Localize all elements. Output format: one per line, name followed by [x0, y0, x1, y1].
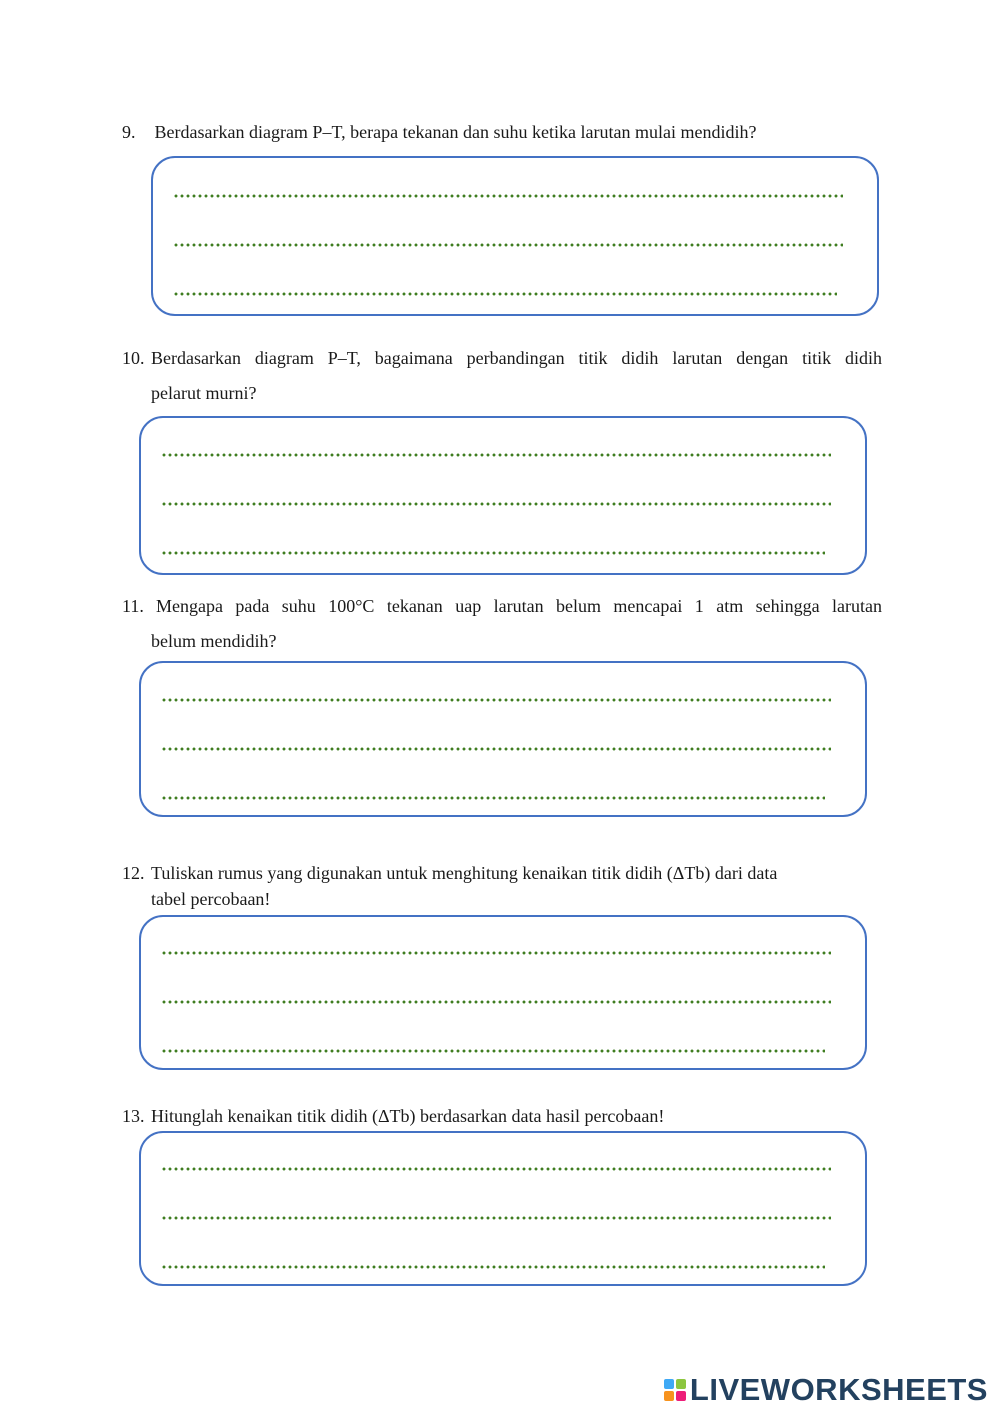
answer-line[interactable]	[161, 746, 831, 752]
answer-line[interactable]	[161, 550, 825, 556]
question-11	[122, 589, 882, 659]
answer-line[interactable]	[161, 1048, 825, 1054]
answer-line[interactable]	[161, 1215, 831, 1221]
answer-line[interactable]	[161, 1166, 831, 1172]
answer-line[interactable]	[161, 795, 825, 801]
answer-box-9[interactable]	[151, 156, 879, 316]
question-number: 10.	[122, 348, 145, 368]
logo-mark-icon	[664, 1379, 686, 1401]
question-text: Berdasarkan diagram P–T, berapa tekanan dan suhu ketika larutan mulai mendidih?	[154, 122, 757, 142]
question-text-continued: tabel percobaan!	[151, 889, 271, 910]
question-12	[122, 860, 882, 912]
question-text-continued: belum mendidih?	[151, 631, 277, 652]
answer-box-11[interactable]	[139, 661, 867, 817]
question-number: 12.	[122, 863, 145, 883]
question-text-continued: pelarut murni?	[151, 383, 257, 404]
question-9	[122, 115, 882, 150]
answer-box-12[interactable]	[139, 915, 867, 1070]
answer-line[interactable]	[161, 501, 831, 507]
question-13	[122, 1099, 882, 1134]
question-text: Berdasarkan diagram P–T, bagaimana perbandingan titik didih larutan dengan titik didih	[151, 348, 882, 368]
question-10	[122, 341, 882, 411]
answer-line[interactable]	[161, 452, 831, 458]
answer-line[interactable]	[161, 1264, 825, 1270]
question-number: 9.	[122, 122, 136, 142]
liveworksheets-logo	[664, 1372, 988, 1408]
question-text: Mengapa pada suhu 100°C tekanan uap larutan belum mencapai 1 atm sehingga larutan	[156, 596, 882, 616]
answer-line[interactable]	[173, 242, 843, 248]
question-number: 11.	[122, 596, 144, 616]
answer-line[interactable]	[161, 999, 831, 1005]
question-number: 13.	[122, 1106, 145, 1126]
question-text: Hitunglah kenaikan titik didih (ΔTb) berdasarkan data hasil percobaan!	[151, 1106, 665, 1126]
answer-box-13[interactable]	[139, 1131, 867, 1286]
answer-line[interactable]	[173, 193, 843, 199]
answer-line[interactable]	[173, 291, 837, 297]
question-text: Tuliskan rumus yang digunakan untuk menghitung kenaikan titik didih (ΔTb) dari data	[151, 863, 778, 883]
logo-text: LIVEWORKSHEETS	[689, 1372, 988, 1407]
answer-box-10[interactable]	[139, 416, 867, 575]
answer-line[interactable]	[161, 950, 831, 956]
answer-line[interactable]	[161, 697, 831, 703]
